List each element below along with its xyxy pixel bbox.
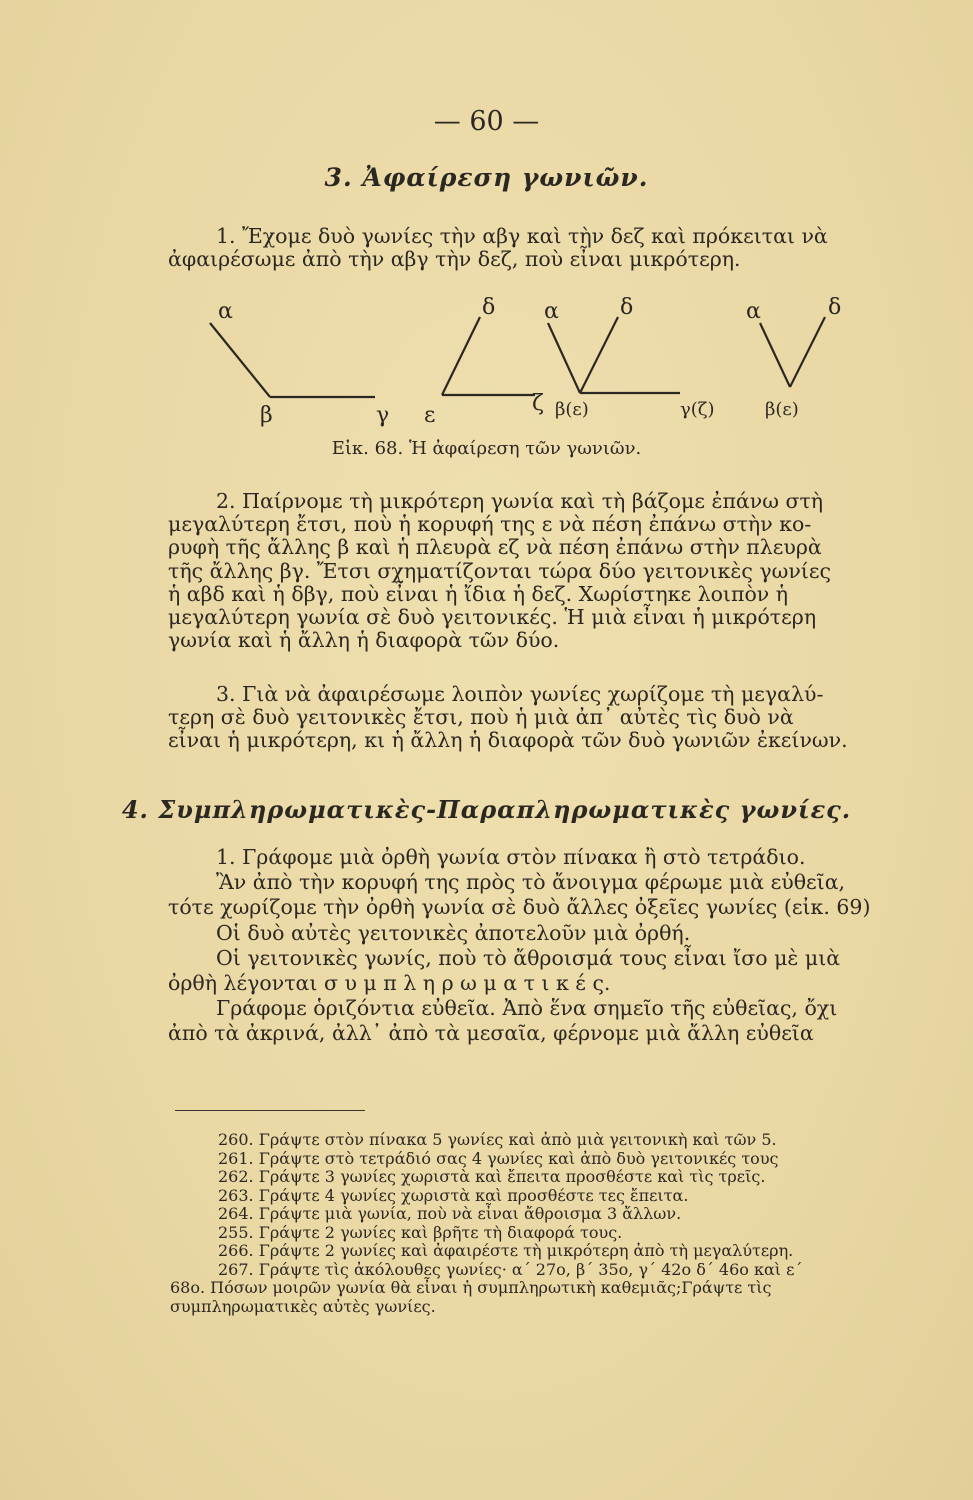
text-line: τερη σὲ δυὸ γειτονικὲς ἔτσι, ποὺ ἡ μιὰ ἀπ᾽ αὐτὲς τὶς δυὸ νὰ [168,705,794,730]
figure-label: α [218,299,233,324]
combined-arm-a [548,323,580,393]
figure-label: β(ε) [765,399,799,420]
footnote-exercise: 262. Γράψτε 3 γωνίες χωριστὰ καὶ ἔπειτα προσθέστε καὶ τὶς τρεῖς. [218,1167,766,1186]
figure-label: δ [620,295,634,320]
section-3-paragraph-3 [168,683,904,753]
footnote-exercise: 266. Γράψτε 2 γωνίες καὶ ἀφαιρέστε τὴ μικρότερη ἀπὸ τὴ μεγαλύτερη. [218,1241,794,1260]
difference-arm-a [760,323,790,387]
text-line: τῆς ἄλλης βγ. Ἔτσι σχηματίζονται τώρα δύο γειτονικὲς γωνίες [168,558,831,583]
footnote-exercise: 264. Γράψτε μιὰ γωνία, ποὺ νὰ εἶναι ἄθροισμα 3 ἄλλων. [218,1204,682,1223]
footnotes [170,1131,910,1316]
footnote-exercise: 267. Γράψτε τὶς ἀκόλουθες γωνίες· α΄ 27ο, β΄ 35ο, γ΄ 42ο δ΄ 46ο καὶ ε΄ [218,1259,803,1279]
section-4-title: 4. Συμπληρωματικὲς-Παραπληρωματικὲς γωνίες. [121,795,852,824]
figure-label: γ(ζ) [680,399,715,420]
text-line: εἶναι ἡ μικρότερη, κι ἡ ἄλλη ἡ διαφορὰ τῶν δυὸ γωνιῶν ἐκείνων. [168,728,848,753]
text-line: 1. Ἔχομε δυὸ γωνίες τὴν αβγ καὶ τὴν δεζ καὶ πρόκειται νὰ [216,224,828,248]
angle-diagram [180,295,840,435]
footnote-exercise: 260. Γράψτε στὸν πίνακα 5 γωνίες καὶ ἀπὸ μιὰ γειτονικὴ καὶ τῶν 5. [218,1130,777,1149]
combined-arm-d [580,317,618,393]
figure-68-angle-subtraction [180,295,840,435]
section-3-paragraph-1 [168,225,904,271]
figure-label: α [746,299,761,324]
footnote-continuation: συμπληρωματικὲς αὐτὲς γωνίες. [170,1296,436,1316]
text-line: ἀφαιρέσωμε ἀπὸ τὴν αβγ τὴν δεζ, ποὺ εἶναι μικρότερη. [168,246,741,271]
section-3-title: 3. Ἀφαίρεση γωνιῶν. [324,163,649,192]
section-4-body [168,845,904,1047]
text-line: Οἱ δυὸ αὐτὲς γειτονικὲς ἀποτελοῦν μιὰ ὀρθή. [216,920,691,945]
angle-abg-arm-a [210,323,270,397]
text-line: ἡ αβδ καὶ ἡ δβγ, ποὺ εἶναι ἡ ἴδια ἡ δεζ. Χωρίστηκε λοιπὸν ἡ [168,581,789,606]
text-line: τότε χωρίζομε τὴν ὀρθὴ γωνία σὲ δυὸ ἄλλες ὀξεῖες γωνίες (εἰκ. 69) [168,895,871,920]
figure-label: ζ [532,391,544,416]
footnote-continuation: 68ο. Πόσων μοιρῶν γωνία θὰ εἶναι ἡ συμπληρωτικὴ καθεμιᾶς;Γράψτε τὶς [170,1278,772,1297]
page-number: — 60 — [433,106,540,137]
footnote-divider [175,1110,365,1111]
footnote-exercise: 263. Γράψτε 4 γωνίες χωριστὰ καὶ προσθέστε τες ἔπειτα. [218,1185,689,1205]
angle-dez-arm-d [442,317,480,395]
section-3-paragraph-2 [168,490,904,652]
text-line: Ἂν ἀπὸ τὴν κορυφή της πρὸς τὸ ἄνοιγμα φέρωμε μιὰ εὐθεῖα, [216,870,846,895]
text-line: Οἱ γειτονικὲς γωνίς, ποὺ τὸ ἄθροισμά τους εἶναι ἴσο μὲ μιὰ [216,945,841,970]
text-line: μεγαλύτερη γωνία σὲ δυὸ γειτονικές. Ἡ μιὰ εἶναι ἡ μικρότερη [168,605,817,630]
text-line: ρυφὴ τῆς ἄλλης β καὶ ἡ πλευρὰ εζ νὰ πέση ἐπάνω στὴν πλευρὰ [168,535,822,560]
figure-label: δ [828,295,842,320]
text-line: ὀρθὴ λέγονται σ υ μ π λ η ρ ω μ α τ ι κ έ ς. [168,971,611,996]
text-line: 2. Παίρνομε τὴ μικρότερη γωνία καὶ τὴ βάζομε ἐπάνω στὴ [216,489,824,513]
text-line: 1. Γράφομε μιὰ ὀρθὴ γωνία στὸν πίνακα ἢ στὸ τετράδιο. [216,845,806,869]
figure-label: β [260,403,273,428]
text-line: γωνία καὶ ἡ ἄλλη ἡ διαφορὰ τῶν δύο. [168,628,560,653]
figure-caption: Εἰκ. 68. Ἡ ἀφαίρεση τῶν γωνιῶν. [331,438,642,459]
figure-label: β(ε) [555,399,589,420]
figure-label: δ [482,295,496,320]
footnote-exercise: 255. Γράψτε 2 γωνίες καὶ βρῆτε τὴ διαφορά τους. [218,1222,623,1242]
figure-label: α [544,299,559,324]
figure-label: γ [376,403,390,428]
figure-label: ε [424,403,436,428]
text-line: Γράφομε ὁριζόντια εὐθεῖα. Ἀπὸ ἕνα σημεῖο τῆς εὐθεῖας, ὄχι [216,996,838,1021]
text-line: ἀπὸ τὰ ἀκρινά, ἀλλ᾽ ἀπὸ τὰ μεσαῖα, φέρνομε μιὰ ἄλλη εὐθεῖα [168,1021,814,1046]
footnote-exercise: 261. Γράψτε στὸ τετράδιό σας 4 γωνίες καὶ ἀπὸ δυὸ γειτονικές τους [218,1148,779,1168]
difference-arm-d [790,317,825,387]
text-line: 3. Γιὰ νὰ ἀφαιρέσωμε λοιπὸν γωνίες χωρίζομε τὴ μεγαλύ- [216,682,824,706]
text-line: μεγαλύτερη ἔτσι, ποὺ ἡ κορυφή της ε νὰ πέση ἐπάνω στὴν κο- [168,512,812,537]
